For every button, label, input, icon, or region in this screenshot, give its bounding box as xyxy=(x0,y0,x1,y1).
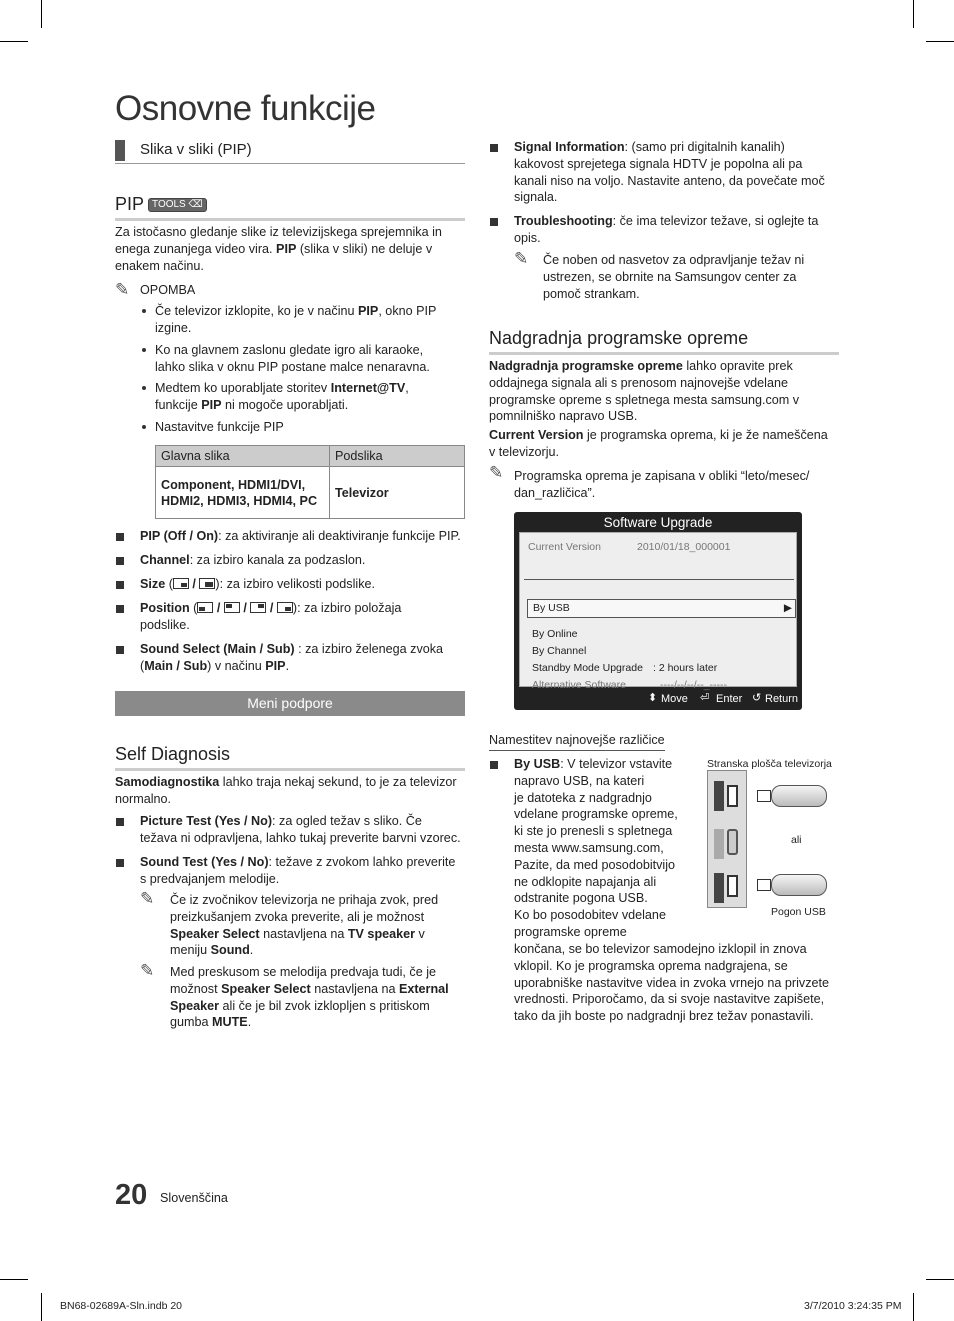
position-top-left-icon xyxy=(224,602,240,613)
tools-icon: ⌫ xyxy=(188,199,203,211)
file-info: BN68-02689A-Sln.indb 20 xyxy=(60,1300,183,1312)
usb-plug xyxy=(757,879,771,891)
bullet-square xyxy=(490,218,498,226)
by-usb-item: By USB: V televizor vstavite napravo USB, na kateri je datoteka z nadgradnjo vdelane programske opreme, ki ste jo prenesli s spletnega mesta www.samsung.com, Pazite, da med posodobitvijo ne odklopite napajanja ali odstranite pogona USB. Ko bo posodobitev vdelane programske opreme xyxy=(514,757,678,939)
usb-port[interactable] xyxy=(727,785,738,807)
note-item: Če televizor izklopite, ko je v načinu PIP, okno PIP izgine. xyxy=(155,304,437,335)
updown-arrow-icon: ⬍ xyxy=(648,692,658,704)
su-body xyxy=(519,532,797,691)
update-heading: Nadgradnja programske opreme xyxy=(489,327,839,355)
crop-mark xyxy=(0,1279,28,1280)
crop-mark xyxy=(913,1293,914,1321)
bullet-dot xyxy=(142,309,146,313)
crop-mark xyxy=(41,1293,42,1321)
bullet-square xyxy=(116,818,124,826)
sound-note-2: Med preskusom se melodija predvaja tudi, če je možnost Speaker Select nastavljena na External Speaker ali če je bil zvok izklopljen s pritiskom gumba MUTE. xyxy=(170,965,449,1030)
signal-info-item: Signal Information: (samo pri digitalnih kanalih) kakovost sprejetega signala HDTV je popolna ali pa kanali niso na voljo. Nastavite anteno, da povečate moč signala. xyxy=(514,140,825,205)
su-footer: ⬍ Move ⏎ Enter ↺ Return xyxy=(648,692,799,705)
diagram-or-label: ali xyxy=(791,834,802,846)
sound-test-item: Sound Test (Yes / No): težave z zvokom lahko preverite s predvajanjem melodije. xyxy=(140,855,456,886)
usb-drive-icon xyxy=(771,785,827,807)
bullet-dot xyxy=(142,348,146,352)
language-label: Slovenščina xyxy=(160,1191,228,1205)
pip-intro: Za istočasno gledanje slike iz televizijskega sprejemnika in enega zunanjega video vira. PIP (slika v sliki) ne deluje v enakem načinu. xyxy=(115,225,442,273)
crop-mark xyxy=(913,0,914,28)
bullet-dot xyxy=(142,425,146,429)
format-note: Programska oprema je zapisana v obliki “leto/mesec/ dan_različica”. xyxy=(514,469,810,500)
pencil-icon: ✎ xyxy=(140,889,155,908)
size-large-icon xyxy=(199,578,215,589)
pip-heading: PIP TOOLS ⌫ xyxy=(115,193,465,221)
su-option-by-channel[interactable]: By Channel xyxy=(532,645,587,657)
note-item: Medtem ko uporabljate storitev Internet@TV, funkcije PIP ni mogoče uporabljati. xyxy=(155,381,409,412)
position-top-right-icon xyxy=(250,602,266,613)
pencil-icon: ✎ xyxy=(489,463,504,482)
table-header: Glavna slika xyxy=(156,446,330,467)
table-header: Podslika xyxy=(330,446,465,467)
bullet-square xyxy=(116,557,124,565)
su-standby-value: : 2 hours later xyxy=(653,662,718,674)
page-title: Osnovne funkcije xyxy=(115,89,376,128)
crop-mark xyxy=(0,41,28,42)
arrow-right-icon: ▶ xyxy=(783,602,792,614)
crop-mark xyxy=(926,1279,954,1280)
su-alt-value: ----/--/--/--_----- xyxy=(660,679,728,691)
hdmi-port xyxy=(727,829,738,855)
usb-drive-icon xyxy=(771,874,827,896)
crop-mark xyxy=(41,0,42,28)
su-standby-label[interactable]: Standby Mode Upgrade xyxy=(532,662,643,674)
current-version-text: Current Version je programska oprema, ki je že nameščena v televizorju. xyxy=(489,428,828,459)
position-bottom-right-icon xyxy=(277,602,293,613)
tv-side-panel xyxy=(707,770,747,908)
pencil-icon: ✎ xyxy=(140,961,155,980)
pip-settings-table xyxy=(155,445,465,519)
page-number: 20 xyxy=(115,1179,148,1211)
su-option-by-online[interactable]: By Online xyxy=(532,628,578,640)
return-icon: ↺ xyxy=(752,692,762,704)
bullet-square xyxy=(116,605,124,613)
su-current-value: 2010/01/18_000001 xyxy=(637,541,731,553)
su-option-by-usb[interactable]: By USB ▶ xyxy=(527,599,796,618)
position-bottom-left-icon xyxy=(197,602,213,613)
bullet-square xyxy=(490,761,498,769)
pip-onoff-item: PIP (Off / On): za aktiviranje ali deaktiviranje funkcije PIP. xyxy=(140,529,461,543)
crop-mark xyxy=(926,41,954,42)
su-current-label: Current Version xyxy=(528,541,601,553)
su-title: Software Upgrade xyxy=(603,515,713,530)
table-cell: Component, HDMI1/DVI, HDMI2, HDMI3, HDMI4, PC xyxy=(156,467,330,519)
software-upgrade-screen xyxy=(514,512,802,710)
section-title: Slika v sliki (PIP) xyxy=(115,140,465,164)
bullet-square xyxy=(116,859,124,867)
note-item: Nastavitve funkcije PIP xyxy=(155,420,284,434)
note-label: OPOMBA xyxy=(140,283,196,297)
install-heading: Namestitev najnovejše različice xyxy=(489,732,665,751)
by-usb-continued: končana, se bo televizor samodejno izklopil in znova vklopil. Ko je programska oprema nadgrajena, se uporabniške nastavitve videa in zvoka vrnejo na privzete vrednosti. Priporočamo, da si svoje nastavitve zapišete, tako da jih boste po nadgradnji brez težav ponastavili. xyxy=(514,942,830,1024)
update-intro: Nadgradnja programske opreme lahko opravite prek oddajnega signala ali s prenosom najnovejše vdelane programske opreme s spletnega mesta samsung.com v pomnilniško napravo USB. xyxy=(489,359,800,424)
support-menu-bar: Meni podpore xyxy=(115,691,465,716)
self-diagnosis-intro: Samodiagnostika lahko traja nekaj sekund, to je za televizor normalno. xyxy=(115,775,457,806)
bullet-square xyxy=(490,144,498,152)
enter-icon: ⏎ xyxy=(700,692,710,704)
bullet-square xyxy=(116,581,124,589)
picture-test-item: Picture Test (Yes / No): za ogled težav s sliko. Če težava ni odpravljena, lahko tukaj preverite barvni vzorec. xyxy=(140,814,461,845)
bullet-square xyxy=(116,533,124,541)
position-item: Position ( / / / ): za izbiro položaja podslike. xyxy=(140,601,402,632)
sound-select-item: Sound Select (Main / Sub) : za izbiro želenega zvoka (Main / Sub) v načinu PIP. xyxy=(140,642,444,673)
sound-note-1: Če iz zvočnikov televizorja ne prihaja zvok, pred preizkušanjem zvoka preverite, ali je možnost Speaker Select nastavljena na TV speaker v meniju Sound. xyxy=(170,893,439,958)
diagram-panel-label: Stranska plošča televizorja xyxy=(707,758,832,770)
channel-item: Channel: za izbiro kanala za podzaslon. xyxy=(140,553,366,567)
size-item: Size ( / ): za izbiro velikosti podslike. xyxy=(140,577,375,591)
size-small-icon xyxy=(173,578,189,589)
self-diagnosis-heading: Self Diagnosis xyxy=(115,743,465,771)
troubleshooting-note: Če noben od nasvetov za odpravljanje težav ni ustrezen, se obrnite na Samsungov center za pomoč strankam. xyxy=(543,253,805,301)
pencil-icon: ✎ xyxy=(514,249,529,268)
table-cell: Televizor xyxy=(330,467,465,519)
usb-port[interactable] xyxy=(727,875,738,897)
note-item: Ko na glavnem zaslonu gledate igro ali karaoke, lahko slika v oknu PIP postane malce nenaravna. xyxy=(155,343,430,374)
tools-badge: TOOLS ⌫ xyxy=(148,198,207,212)
print-date: 3/7/2010 3:24:35 PM xyxy=(804,1300,902,1312)
usb-plug xyxy=(757,790,771,802)
bullet-dot xyxy=(142,386,146,390)
bullet-square xyxy=(116,646,124,654)
su-alt-label: Alternative Software xyxy=(532,679,626,691)
pencil-icon: ✎ xyxy=(115,280,130,299)
troubleshooting-item: Troubleshooting: če ima televizor težave, si oglejte ta opis. xyxy=(514,214,819,245)
diagram-usb-label: Pogon USB xyxy=(771,906,826,918)
